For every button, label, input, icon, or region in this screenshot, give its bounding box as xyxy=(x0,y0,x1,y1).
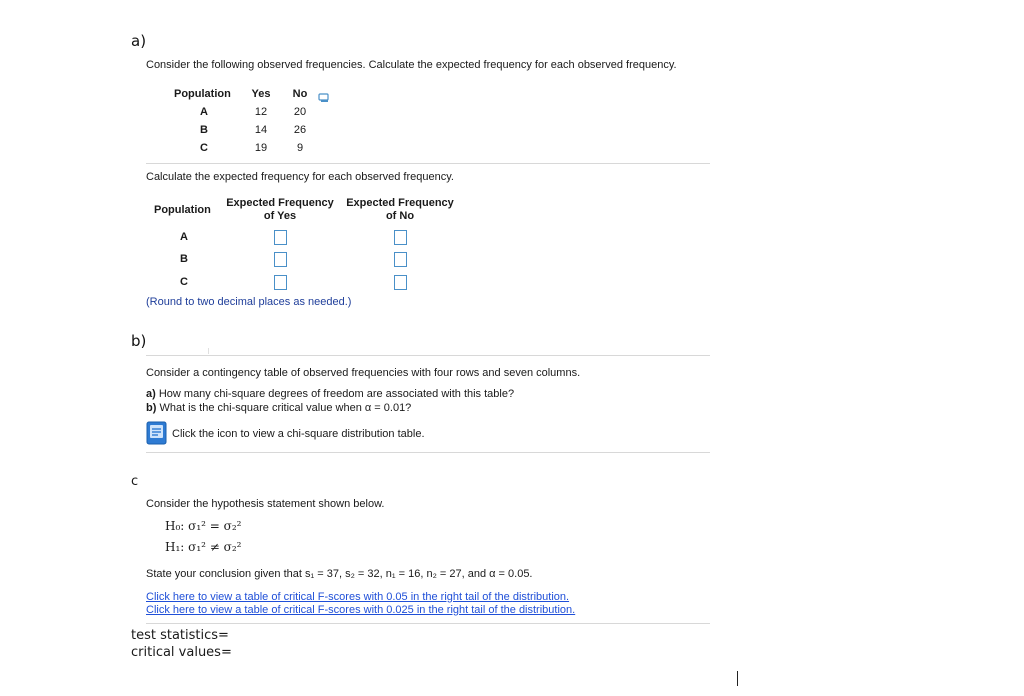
expected-row-b-pop: B xyxy=(180,253,188,265)
observed-row-c-no: 9 xyxy=(296,142,304,154)
f-table-0.025-link[interactable]: Click here to view a table of critical F-scores with 0.025 in the right tail of the distribution. xyxy=(146,604,576,616)
expected-header-no-line1: Expected Frequency xyxy=(346,197,454,209)
divider xyxy=(146,452,710,453)
question-a-text: How many chi-square degrees of freedom are associated with this table? xyxy=(158,388,515,400)
expected-no-c-input[interactable] xyxy=(394,275,407,290)
part-a-prompt: Consider the following observed frequencies. Calculate the expected frequency for each observed frequency. xyxy=(146,59,677,71)
chi-square-table-icon[interactable] xyxy=(146,421,168,445)
null-hypothesis: H₀: σ₁² = σ₂² xyxy=(165,519,242,533)
tick-mark xyxy=(208,348,209,354)
expected-header-yes-line1: Expected Frequency xyxy=(226,197,334,209)
observed-row-a-pop: A xyxy=(200,106,208,118)
conclusion-prompt: State your conclusion given that s₁ = 37, s₂ = 32, n₁ = 16, n₂ = 27, and α = 0.05. xyxy=(146,568,533,580)
question-b-text: What is the chi-square critical value when α = 0.01? xyxy=(159,402,412,414)
observed-header-yes: Yes xyxy=(251,88,271,100)
test-statistics-label: test statistics= xyxy=(131,628,229,643)
chi-square-icon-text[interactable]: Click the icon to view a chi-square distribution table. xyxy=(172,428,425,440)
expected-header-yes-line2: of Yes xyxy=(263,210,297,222)
expected-row-c-pop: C xyxy=(180,276,188,288)
expected-header-no xyxy=(342,197,458,223)
part-b-question-b xyxy=(146,402,411,414)
part-a-label: a) xyxy=(131,32,147,50)
part-b-label: b) xyxy=(131,332,147,350)
observed-row-b-pop: B xyxy=(200,124,208,136)
divider xyxy=(146,623,710,624)
expected-yes-a-input[interactable] xyxy=(274,230,287,245)
expected-no-a-input[interactable] xyxy=(394,230,407,245)
question-b-label: b) xyxy=(146,402,157,414)
f-table-0.05-link[interactable]: Click here to view a table of critical F-scores with 0.05 in the right tail of the distribution. xyxy=(146,591,570,603)
expected-yes-c-input[interactable] xyxy=(274,275,287,290)
expected-header-yes xyxy=(222,197,338,223)
critical-values-label: critical values= xyxy=(131,645,232,660)
observed-row-b-yes: 14 xyxy=(254,124,268,136)
expected-row-a-pop: A xyxy=(180,231,188,243)
expected-header-no-line2: of No xyxy=(385,210,415,222)
observed-header-no: No xyxy=(292,88,308,100)
observed-row-b-no: 26 xyxy=(293,124,307,136)
observed-row-c-pop: C xyxy=(200,142,208,154)
text-cursor xyxy=(737,671,738,686)
expected-no-b-input[interactable] xyxy=(394,252,407,267)
observed-header-population: Population xyxy=(174,88,231,100)
divider xyxy=(146,355,710,356)
expected-header-population: Population xyxy=(154,204,211,216)
question-a-label: a) xyxy=(146,388,156,400)
observed-row-a-yes: 12 xyxy=(254,106,268,118)
alternative-hypothesis: H₁: σ₁² ≠ σ₂² xyxy=(165,540,242,554)
observed-row-a-no: 20 xyxy=(293,106,307,118)
part-c-label: c xyxy=(131,474,139,489)
part-b-prompt: Consider a contingency table of observed frequencies with four rows and seven columns. xyxy=(146,367,581,379)
part-a-instruction: Calculate the expected frequency for each observed frequency. xyxy=(146,171,454,183)
expected-yes-b-input[interactable] xyxy=(274,252,287,267)
copy-table-icon[interactable] xyxy=(318,90,330,100)
part-c-prompt: Consider the hypothesis statement shown below. xyxy=(146,498,385,510)
part-b-question-a xyxy=(146,388,514,400)
divider xyxy=(146,163,710,164)
observed-row-c-yes: 19 xyxy=(254,142,268,154)
round-note: (Round to two decimal places as needed.) xyxy=(146,296,352,308)
